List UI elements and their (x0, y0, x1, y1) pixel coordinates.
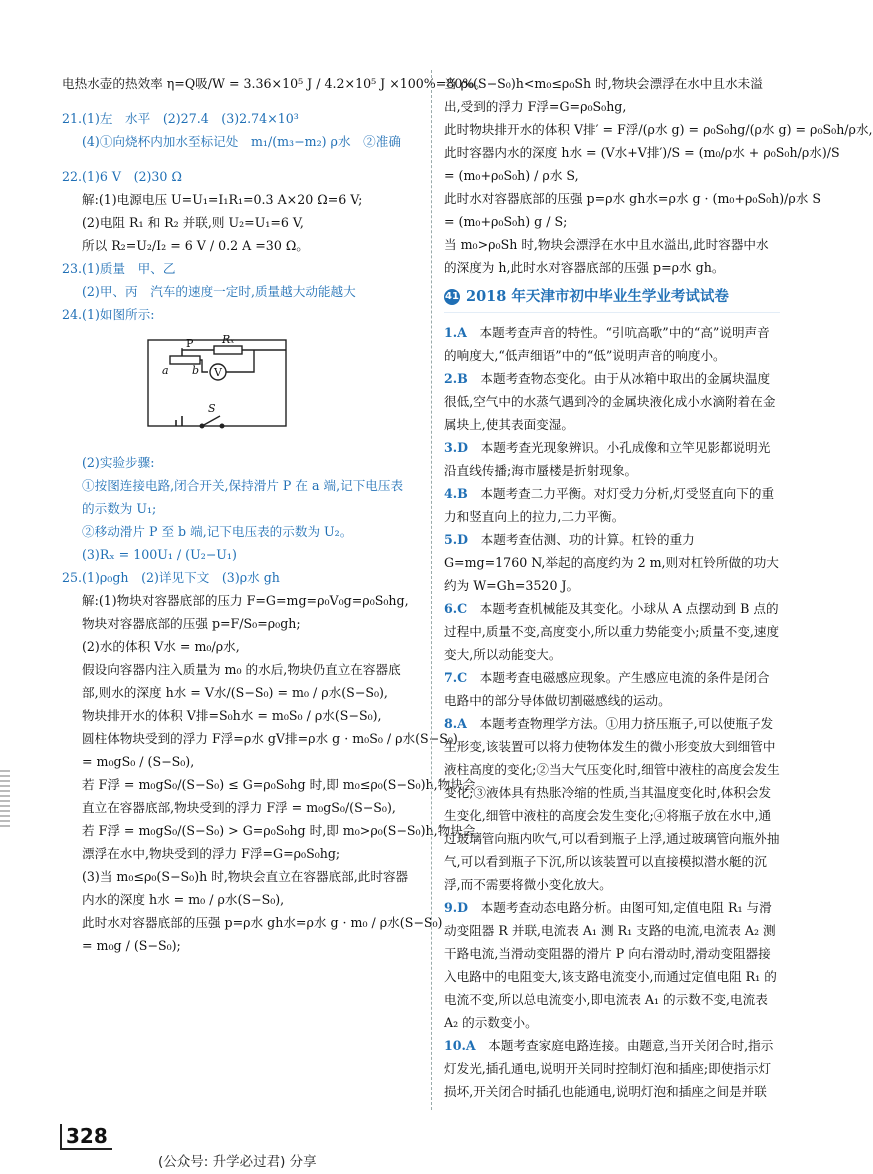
answer-item (444, 1034, 780, 1103)
answer-number: 6.C (444, 601, 468, 616)
answer-number: 3.D (444, 440, 469, 455)
answer-item (444, 597, 780, 666)
answer-25-line-14: 内水的深度 h水 = m₀ / ρ水(S−S₀), (82, 892, 285, 907)
answer-item (444, 666, 780, 712)
answer-explanation: 本题考查估测、功的计算。杠铃的重力 G=mg=1760 N,举起的高度约为 2 m,则对杠铃所做的功大约为 W=Gh=3520 J。 (444, 532, 779, 593)
answer-number: 10.A (444, 1038, 476, 1053)
label-p: P (186, 337, 194, 350)
section-heading (444, 285, 780, 313)
section-number-badge: 41 (444, 289, 460, 305)
answer-number: 1.A (444, 325, 467, 340)
answer-22-solution-2: (2)电阻 R₁ 和 R₂ 并联,则 U₂=U₁=6 V, (82, 215, 304, 230)
right-line-2: 出,受到的浮力 F浮=G=ρ₀S₀hg, (444, 99, 627, 114)
page-number: 328 (60, 1124, 112, 1150)
answer-explanation: 本题考查二力平衡。对灯受力分析,灯受竖直向下的重力和竖直向上的拉力,二力平衡。 (444, 486, 775, 524)
section-title: 2018 年天津市初中毕业生学业考试试卷 (466, 288, 729, 305)
label-v: V (214, 366, 222, 379)
right-line-5: = (m₀+ρ₀S₀h) / ρ水 S, (444, 168, 579, 183)
answer-number: 4.B (444, 486, 468, 501)
answer-25-line-10: 直立在容器底部,物块受到的浮力 F浮 = m₀gS₀/(S−S₀), (82, 800, 396, 815)
answer-21: 21.(1)左 水平 (2)27.4 (3)2.74×10³ (62, 111, 299, 126)
right-line-7: = (m₀+ρ₀S₀h) g / S; (444, 214, 568, 229)
label-b: b (192, 364, 200, 377)
answer-25-line-9: 若 F浮 = m₀gS₀/(S−S₀) ≤ G=ρ₀S₀hg 时,即 m₀≤ρ₀(S−S₀)h,物块会 (82, 777, 476, 792)
answer-explanation: 本题考查机械能及其变化。小球从 A 点摆动到 B 点的过程中,质量不变,高度变小,所以重力势能变小;质量不变,速度变大,所以动能变大。 (444, 601, 780, 662)
answer-explanation: 本题考查家庭电路连接。由题意,当开关闭合时,指示灯发光,插孔通电,说明开关同时控制灯泡和插座;即使指示灯损坏,开关闭合时插孔也能通电,说明灯泡和插座之间是并联 (444, 1038, 774, 1099)
answer-explanation: 本题考查动态电路分析。由图可知,定值电阻 R₁ 与滑动变阻器 R 并联,电流表 A₁ 测 R₁ 支路的电流,电流表 A₂ 测干路电流,当滑动变阻器的滑片 P 向右滑动时,滑动变阻器接入电路中的电阻变大,该支路电流变小,而通过定值电阻 R₁ 的电流不变,所以总电流变小,即电流表 A₁ 的示数不变,电流表 A₂ 的示数变小。 (444, 900, 777, 1030)
answer-24-step-1-cont: 的示数为 U₁; (82, 501, 157, 516)
answer-25-line-16: = m₀g / (S−S₀); (82, 938, 181, 953)
answer-item (444, 436, 780, 482)
answer-explanation: 本题考查光现象辨识。小孔成像和立竿见影都说明光沿直线传播;海市蜃楼是折射现象。 (444, 440, 771, 478)
answer-24-3: (3)Rₓ = 100U₁ / (U₂−U₁) (82, 547, 237, 562)
answer-25-line-7: 圆柱体物块受到的浮力 F浮=ρ水 gV排=ρ水 g · m₀S₀ / ρ水(S−S₀) (82, 731, 458, 746)
answer-25-line-8: = m₀gS₀ / (S−S₀), (82, 754, 195, 769)
battery (176, 416, 182, 426)
resistor-rx (214, 346, 242, 354)
answer-25-line-5: 部,则水的深度 h水 = V水/(S−S₀) = m₀ / ρ水(S−S₀), (82, 685, 388, 700)
slide-rheostat (170, 356, 200, 364)
answer-explanation: 本题考查物理学方法。①用力挤压瓶子,可以使瓶子发生形变,该装置可以将力使物体发生的微小形变放大到细管中液柱高度的变化;②当大气压变化时,细管中液柱的高度会发生变化;③液体具有热胀冷缩的性质,当其温度变化时,体积会发生变化,细管中液柱的高度会发生变化;④将瓶子放在水中,通过玻璃管向瓶内吹气,可以看到瓶子上浮,通过玻璃管向瓶外抽气,可以看到瓶子下沉,所以该装置可以直接模拟潜水艇的沉浮,而不需要将微小变化放大。 (444, 716, 780, 892)
answer-25-line-2: 物块对容器底部的压强 p=F/S₀=ρ₀gh; (82, 616, 301, 631)
answer-24-2: (2)实验步骤: (82, 455, 155, 470)
answer-24-1: 24.(1)如图所示: (62, 307, 155, 322)
answer-item (444, 896, 780, 1034)
label-rx: Rₓ (222, 333, 235, 346)
answer-25-line-11: 若 F浮 = m₀gS₀/(S−S₀) > G=ρ₀S₀hg 时,即 m₀>ρ₀(S−S₀)h,物块会 (82, 823, 476, 838)
answer-number: 5.D (444, 532, 469, 547)
right-line-6: 此时水对容器底部的压强 p=ρ水 gh水=ρ水 g · (m₀+ρ₀S₀h)/ρ水 S (444, 191, 822, 206)
right-line-3: 此时物块排开水的体积 V排′ = F浮/(ρ水 g) = ρ₀S₀hg/(ρ水 g) = ρ₀S₀h/ρ水, (444, 122, 873, 137)
answer-21-4: (4)①向烧杯内加水至标记处 m₁/(m₃−m₂) ρ水 ②准确 (82, 134, 401, 149)
switch-s (202, 416, 220, 426)
answer-22-solution-1: 解:(1)电源电压 U=U₁=I₁R₁=0.3 A×20 Ω=6 V; (82, 192, 363, 207)
answer-item (444, 528, 780, 597)
binding-edge-mark (0, 770, 10, 830)
answer-25-line-12: 漂浮在水中,物块受到的浮力 F浮=G=ρ₀S₀hg; (82, 846, 341, 861)
right-line-9: 的深度为 h,此时水对容器底部的压强 p=ρ水 gh。 (444, 260, 725, 275)
answer-item (444, 321, 780, 367)
answer-23-1: 23.(1)质量 甲、乙 (62, 261, 176, 276)
answer-22-solution-3: 所以 R₂=U₂/I₂ = 6 V / 0.2 A =30 Ω。 (82, 238, 309, 253)
answer-25: 25.(1)ρ₀gh (2)详见下文 (3)ρ水 gh (62, 570, 280, 585)
answer-25-line-13: (3)当 m₀≤ρ₀(S−S₀)h 时,物块会直立在容器底部,此时容器 (82, 869, 409, 884)
answer-25-line-6: 物块排开水的体积 V排=S₀h水 = m₀S₀ / ρ水(S−S₀), (82, 708, 382, 723)
answer-item (444, 712, 780, 896)
footer-note: (公众号: 升学必过君) 分享 (158, 1154, 317, 1170)
answer-explanation: 本题考查电磁感应现象。产生感应电流的条件是闭合电路中的部分导体做切割磁感线的运动。 (444, 670, 770, 708)
right-line-1: 当 ρ₀(S−S₀)h<m₀≤ρ₀Sh 时,物块会漂浮在水中且水未溢 (444, 76, 763, 91)
answer-23-2: (2)甲、丙 汽车的速度一定时,质量越大动能越大 (82, 284, 356, 299)
answer-item (444, 367, 780, 436)
answer-number: 2.B (444, 371, 468, 386)
right-column (444, 72, 873, 1103)
label-a: a (162, 364, 169, 377)
answer-list (444, 321, 780, 1103)
answer-22: 22.(1)6 V (2)30 Ω (62, 169, 182, 184)
answer-24-step-1: ①按图连接电路,闭合开关,保持滑片 P 在 a 端,记下电压表 (82, 478, 404, 493)
answer-25-line-4: 假设向容器内注入质量为 m₀ 的水后,物块仍直立在容器底 (82, 662, 401, 677)
answer-number: 8.A (444, 716, 467, 731)
answer-24-step-2: ②移动滑片 P 至 b 端,记下电压表的示数为 U₂。 (82, 524, 353, 539)
circuit-diagram (142, 332, 292, 436)
answer-number: 7.C (444, 670, 468, 685)
answer-item (444, 482, 780, 528)
answer-explanation: 本题考查物态变化。由于从冰箱中取出的金属块温度很低,空气中的水蒸气遇到冷的金属块液化成小水滴附着在金属块上,使其表面变湿。 (444, 371, 776, 432)
answer-explanation: 本题考查声音的特性。“引吭高歌”中的“高”说明声音的响度大,“低声细语”中的“低”说明声音的响度小。 (444, 325, 770, 363)
right-line-8: 当 m₀>ρ₀Sh 时,物块会漂浮在水中且水溢出,此时容器中水 (444, 237, 769, 252)
answer-25-line-1: 解:(1)物块对容器底部的压力 F=G=mg=ρ₀V₀g=ρ₀S₀hg, (82, 593, 409, 608)
column-divider (431, 70, 432, 1110)
label-s: S (208, 402, 216, 415)
answer-25-line-3: (2)水的体积 V水 = m₀/ρ水, (82, 639, 240, 654)
voltmeter-wire-left (200, 360, 208, 372)
answer-number: 9.D (444, 900, 469, 915)
right-line-4: 此时容器内水的深度 h水 = (V水+V排′)/S = (m₀/ρ水 + ρ₀S₀h/ρ水)/S (444, 145, 840, 160)
heat-efficiency-line: 电热水壶的热效率 η=Q吸/W = 3.36×10⁵ J / 4.2×10⁵ J ×100%=80%。 (62, 76, 487, 91)
answer-25-line-15: 此时水对容器底部的压强 p=ρ水 gh水=ρ水 g · m₀ / ρ水(S−S₀) (82, 915, 443, 930)
